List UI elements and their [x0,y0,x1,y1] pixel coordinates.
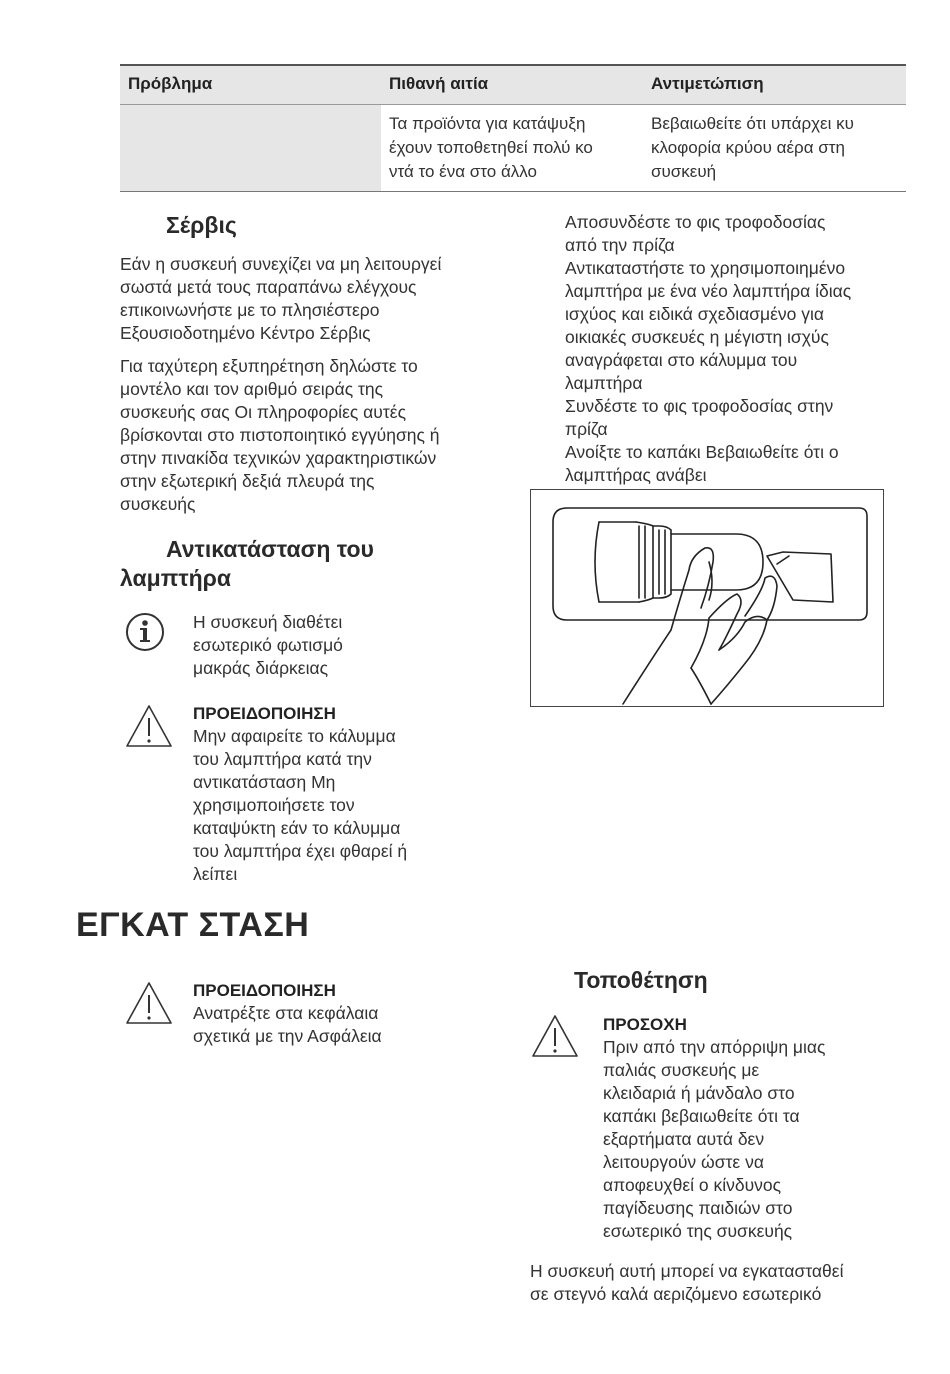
text-line: Ανοίξτε το καπάκι Βεβαιωθείτε ότι ο [565,442,839,462]
text-line: στην πινακίδα τεχνικών χαρακτηριστικών [120,448,437,468]
text-line: Πριν από την απόρριψη μιας [603,1037,826,1057]
service-paragraph-1 [120,253,441,345]
table-row-problem-cell [120,105,381,191]
text-line: του λαμπτήρα κατά την [193,749,372,769]
service-heading: Σέρβις [166,212,237,238]
placement-caution [603,1013,825,1243]
text-line: Η συσκευή αυτή μπορεί να εγκατασταθεί [530,1261,844,1281]
caution-title: ΠΡΟΣΟΧΗ [603,1015,687,1034]
text-line: σωστά μετά τους παραπάνω ελέγχους [120,277,417,297]
text-line: από την πρίζα [565,235,675,255]
text-line: λειτουργούν ώστε να [603,1152,764,1172]
text-line: παγίδευσης παιδιών στο [603,1198,793,1218]
text-line: χρησιμοποιήσετε τον [193,795,355,815]
text-line: Η συσκευή διαθέτει [193,612,343,632]
text-line: Αντικαταστήστε το χρησιμοποιημένο [565,258,846,278]
text-line: του λαμπτήρα έχει φθαρεί ή [193,841,408,861]
info-text [193,611,343,680]
text-line: οικιακές συσκευές η μέγιστη ισχύς [565,327,829,347]
text-line: μοντέλο και τον αριθμό σειράς της [120,379,384,399]
text-line: καπάκι βεβαιωθείτε ότι τα [603,1106,800,1126]
text-line: κλειδαριά ή μάνδαλο στο [603,1083,795,1103]
text-line: επικοινωνήστε με το πλησιέστερο [120,300,380,320]
warning-body [193,725,407,886]
cause-line: Τα προϊόντα για κατάψυξη [389,114,586,133]
table-bottom-rule [120,191,906,192]
warning-body [193,1002,382,1048]
text-line: παλιάς συσκευής με [603,1060,760,1080]
text-line: σε στεγνό καλά αεριζόμενο εσωτερικό [530,1284,822,1304]
text-line: Εξουσιοδοτημένο Κέντρο Σέρβις [120,323,371,343]
text-line: συσκευής σας Οι πληροφορίες αυτές [120,402,406,422]
warning-title: ΠΡΟΕΙΔΟΠΟΙΗΣΗ [193,704,336,723]
text-line: Ανατρέξτε στα κεφάλαια [193,1003,379,1023]
caution-icon [530,1013,580,1064]
text-line: βρίσκονται στο πιστοποιητικό εγγύησης ή [120,425,440,445]
text-line: μακράς διάρκειας [193,658,329,678]
placement-heading: Τοποθέτηση [574,967,708,993]
text-line: σχετικά με την Ασφάλεια [193,1026,382,1046]
remedy-line: συσκευή [651,162,717,181]
lamp-heading-line: Αντικατάσταση του [166,536,374,562]
text-line: εσωτερικό φωτισμό [193,635,343,655]
remedy-line: Βεβαιωθείτε ότι υπάρχει κυ [651,114,854,133]
text-line: λείπει [193,864,238,884]
text-line: λαμπτήρα [565,373,643,393]
header-problem: Πρόβλημα [128,74,213,93]
remedy-line: κλοφορία κρύου αέρα στη [651,138,845,157]
header-remedy: Αντιμετώπιση [651,74,764,93]
info-icon [124,611,166,658]
cause-line: έχουν τοποθετηθεί πολύ κο [389,138,593,157]
warning-icon [124,980,174,1031]
header-cause: Πιθανή αιτία [389,74,489,93]
text-line: καταψύκτη εάν το κάλυμμα [193,818,401,838]
text-line: Μην αφαιρείτε το κάλυμμα [193,726,396,746]
warning-title: ΠΡΟΕΙΔΟΠΟΙΗΣΗ [193,981,336,1000]
lamp-illustration [530,489,884,707]
text-line: στην εξωτερική δεξιά πλευρά της [120,471,375,491]
placement-paragraph [530,1260,843,1306]
lamp-heading-line: λαμπτήρα [120,565,232,591]
text-line: πρίζα [565,419,608,439]
text-line: εξαρτήματα αυτά δεν [603,1129,765,1149]
text-line: λαμπτήρα με ένα νέο λαμπτήρα ίδιας [565,281,852,301]
table-header-row [120,66,906,104]
text-line: συσκευής [120,494,196,514]
service-paragraph-2 [120,355,440,516]
text-line: αντικατάσταση Μη [193,772,336,792]
caution-body [603,1036,825,1243]
text-line: λαμπτήρας ανάβει [565,465,707,485]
text-line: Συνδέστε το φις τροφοδοσίας στην [565,396,834,416]
cause-line: ντά το ένα στο άλλο [389,162,537,181]
lamp-warning [193,702,407,886]
text-line: Εάν η συσκευή συνεχίζει να μη λειτουργεί [120,254,442,274]
installation-warning [193,979,382,1048]
text-line: ισχύος και ειδικά σχεδιασμένο για [565,304,825,324]
warning-icon [124,703,174,754]
text-line: Για ταχύτερη εξυπηρέτηση δηλώστε το [120,356,418,376]
cause-cell [389,112,593,184]
text-line: αναγράφεται στο κάλυμμα του [565,350,798,370]
remedy-cell [651,112,854,184]
installation-heading: ΕΓΚΑΤ ΣΤΑΣΗ [76,906,310,944]
text-line: αποφευχθεί ο κίνδυνος [603,1175,782,1195]
text-line: Αποσυνδέστε το φις τροφοδοσίας [565,212,826,232]
text-line: εσωτερικό της συσκευής [603,1221,793,1241]
lamp-steps [565,211,851,487]
lamp-heading [120,535,374,593]
